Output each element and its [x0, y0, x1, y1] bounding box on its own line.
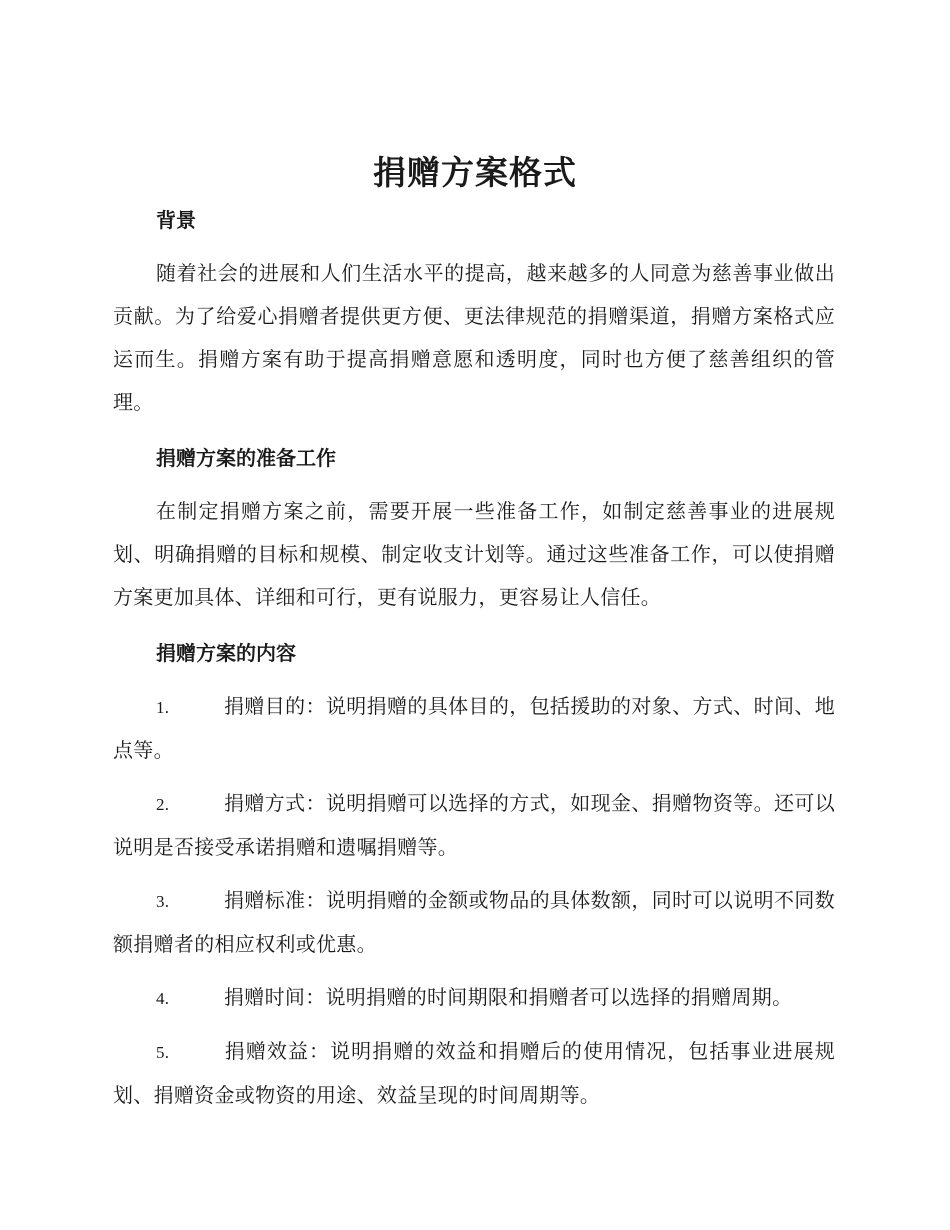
document-body: [113, 198, 835, 1117]
list-item-text: 捐赠方式：说明捐赠可以选择的方式，如现金、捐赠物资等。还可以说明是否接受承诺捐赠和遗嘱捐赠等。: [113, 791, 835, 859]
list-item-number: 3.: [156, 892, 170, 911]
list-item-number: 1.: [156, 698, 170, 717]
content-list: [113, 685, 835, 1117]
list-item-text: 捐赠目的：说明捐赠的具体目的，包括援助的对象、方式、时间、地点等。: [113, 694, 835, 762]
list-item-number: 4.: [156, 989, 170, 1008]
paragraph-background: 随着社会的进展和人们生活水平的提高，越来越多的人同意为慈善事业做出贡献。为了给爱心捐赠者提供更方便、更法律规范的捐赠渠道，捐赠方案格式应运而生。捐赠方案有助于提高捐赠意愿和透明度，同时也方便了慈善组织的管理。: [113, 261, 835, 414]
list-item: [113, 976, 835, 1020]
section-heading-preparation: 捐赠方案的准备工作: [156, 446, 336, 470]
list-item: [113, 879, 835, 966]
list-item-text: 捐赠标准：说明捐赠的金额或物品的具体数额，同时可以说明不同数额捐赠者的相应权利或优惠。: [113, 888, 835, 956]
page-title: 捐赠方案格式: [373, 153, 577, 192]
list-item: [113, 685, 835, 772]
list-item-text: 捐赠效益：说明捐赠的效益和捐赠后的使用情况，包括事业进展规划、捐赠资金或物资的用途、效益呈现的时间周期等。: [113, 1039, 835, 1107]
paragraph-preparation: 在制定捐赠方案之前，需要开展一些准备工作，如制定慈善事业的进展规划、明确捐赠的目标和规模、制定收支计划等。通过这些准备工作，可以使捐赠方案更加具体、详细和可行，更有说服力，更容易让人信任。: [113, 499, 835, 609]
list-item-number: 2.: [156, 795, 170, 814]
list-item-text: 捐赠时间：说明捐赠的时间期限和捐赠者可以选择的捐赠周期。: [224, 985, 793, 1009]
list-item: [113, 1030, 835, 1117]
section-heading-content: 捐赠方案的内容: [156, 641, 296, 665]
list-item: [113, 782, 835, 869]
list-item-number: 5.: [156, 1043, 170, 1062]
section-heading-background: 背景: [156, 208, 196, 232]
